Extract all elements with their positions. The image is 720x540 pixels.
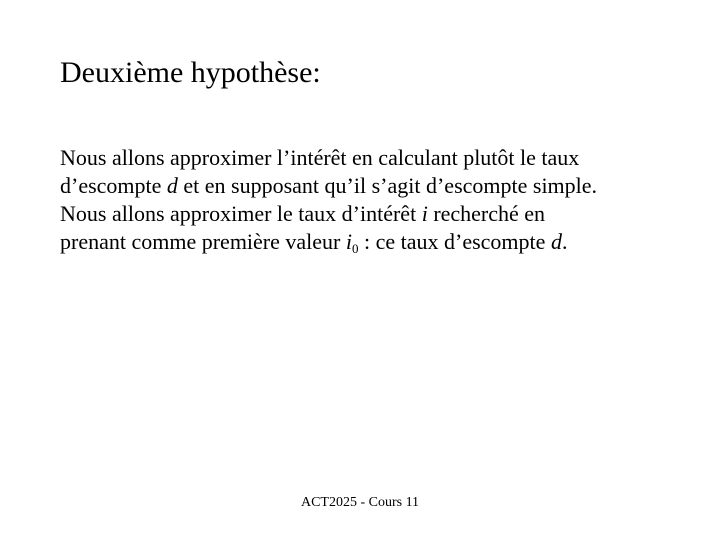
variable-i: i — [421, 201, 428, 226]
variable-d: d — [166, 173, 178, 198]
subscript-zero: 0 — [352, 241, 359, 256]
line-4-text-end: . — [561, 229, 568, 254]
variable-i0: i — [345, 229, 352, 254]
body-line-4 — [60, 228, 680, 256]
slide-title: Deuxième hypothèse: — [60, 56, 321, 89]
slide-body — [60, 144, 680, 256]
footer-text: ACT2025 - Cours 11 — [300, 495, 420, 510]
slide-footer — [0, 494, 720, 512]
line-3-text-after: recherché en — [427, 201, 546, 226]
body-line-2 — [60, 172, 680, 200]
body-line-1: Nous allons approximer l’intérêt en calculant plutôt le taux — [60, 145, 580, 170]
variable-d-2: d — [550, 229, 562, 254]
line-3-text-before: Nous allons approximer le taux d’intérêt — [60, 201, 422, 226]
line-4-text-before: prenant comme première valeur — [60, 229, 346, 254]
line-2-text-before: d’escompte — [60, 173, 167, 198]
line-2-text-after: et en supposant qu’il s’agit d’escompte simple. — [177, 173, 598, 198]
body-line-3 — [60, 200, 680, 228]
line-4-text-middle: : ce taux d’escompte — [358, 229, 551, 254]
